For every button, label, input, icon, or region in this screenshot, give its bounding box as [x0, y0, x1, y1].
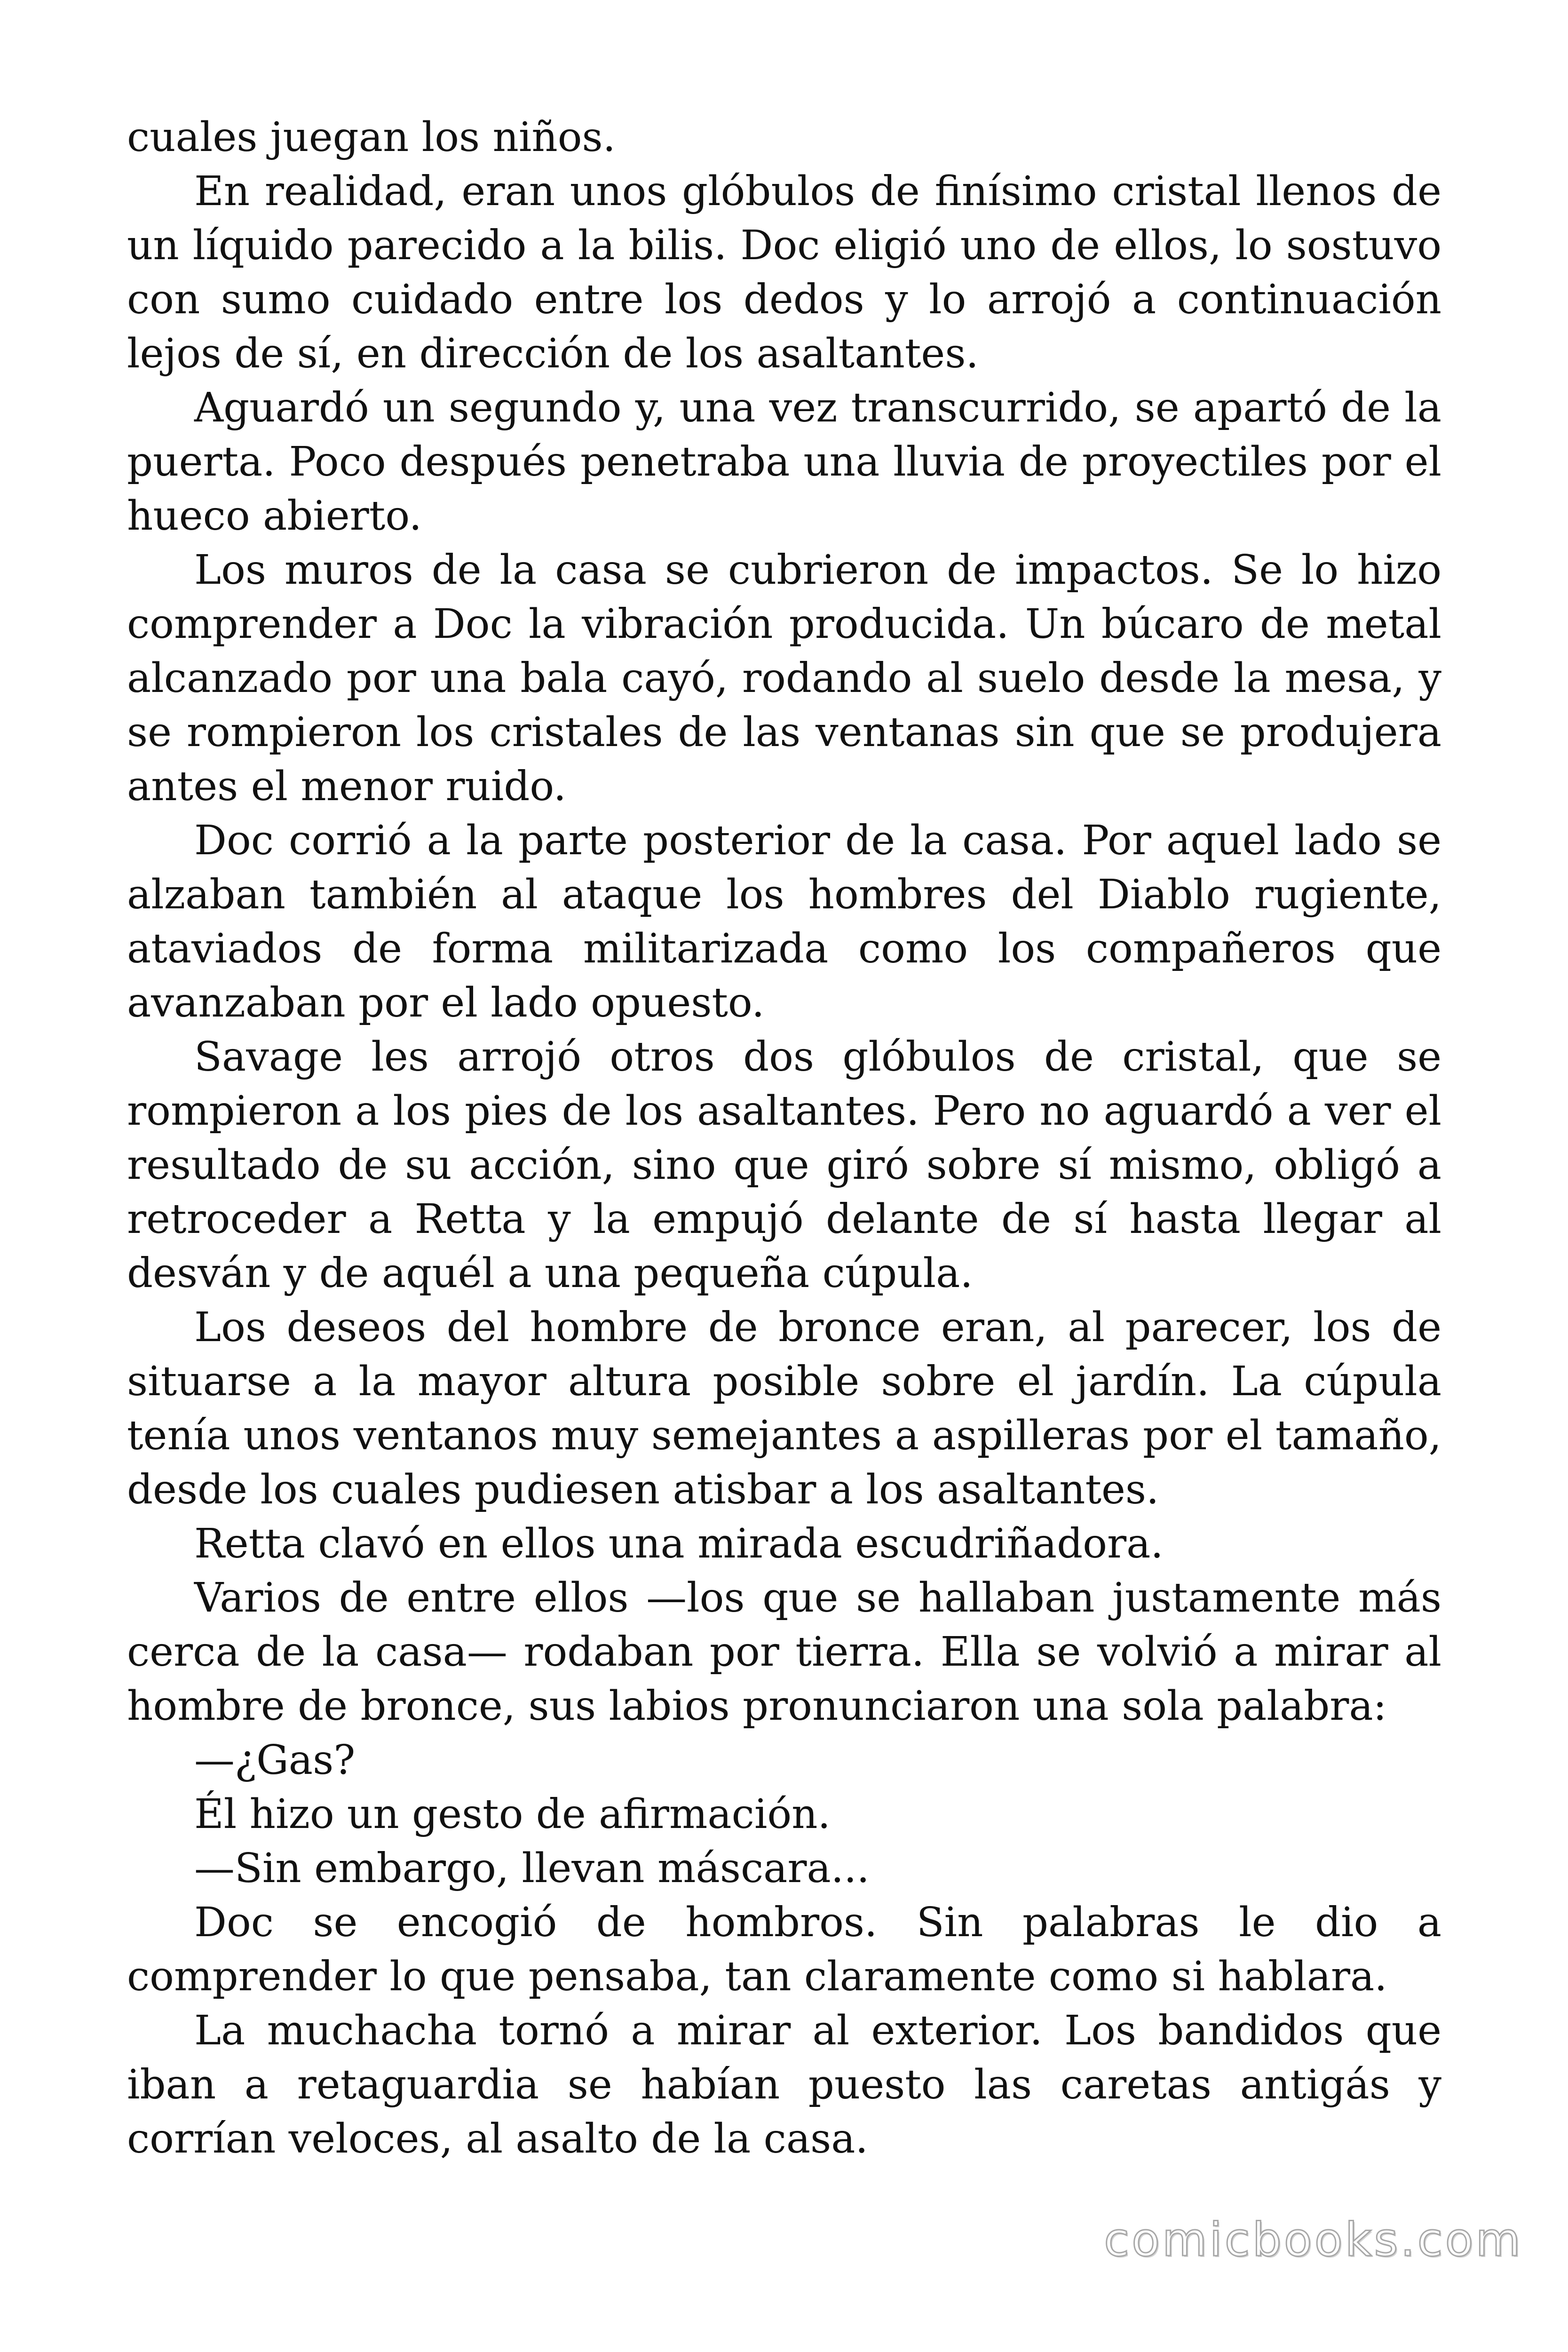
paragraph: Retta clavó en ellos una mirada escudriñadora. [194, 1520, 1164, 1567]
paragraph: Él hizo un gesto de afirmación. [194, 1791, 831, 1838]
paragraph: Aguardó un segundo y, una vez transcurrido, se apartó de la puerta. Poco después penetraba una lluvia de proyectiles por el hueco abierto. [127, 384, 1441, 540]
watermark-logo: comicbooks.com [1104, 2213, 1523, 2267]
paragraph: Savage les arrojó otros dos glóbulos de cristal, que se rompieron a los pies de los asaltantes. Pero no aguardó a ver el resultado de su acción, sino que giró sobre sí mismo, obligó a retroceder a Retta y la empujó delante de sí hasta llegar al desván y de aquél a una pequeña cúpula. [127, 1033, 1441, 1297]
dialogue-line: —¿Gas? [194, 1737, 356, 1784]
paragraph: Los deseos del hombre de bronce eran, al parecer, los de situarse a la mayor altura posible sobre el jardín. La cúpula tenía unos ventanos muy semejantes a aspilleras por el tamaño, desde los cuales pudiesen atisbar a los asaltantes. [127, 1304, 1441, 1513]
paragraph: La muchacha tornó a mirar al exterior. Los bandidos que iban a retaguardia se habían puesto las caretas antigás y corrían veloces, al asalto de la casa. [127, 2007, 1441, 2162]
dialogue-line: —Sin embargo, llevan máscara... [194, 1845, 870, 1892]
paragraph: Varios de entre ellos —los que se hallaban justamente más cerca de la casa— rodaban por tierra. Ella se volvió a mirar al hombre de bronce, sus labios pronunciaron una sola palabra: [127, 1574, 1441, 1730]
body-text [127, 111, 1441, 2166]
paragraph: En realidad, eran unos glóbulos de finísimo cristal llenos de un líquido parecido a la bilis. Doc eligió uno de ellos, lo sostuvo con sumo cuidado entre los dedos y lo arrojó a continuación lejos de sí, en dirección de los asaltantes. [127, 168, 1441, 377]
paragraph: Doc corrió a la parte posterior de la casa. Por aquel lado se alzaban también al ataque los hombres del Diablo rugiente, ataviados de forma militarizada como los compañeros que avanzaban por el lado opuesto. [127, 817, 1441, 1026]
paragraph: Doc se encogió de hombros. Sin palabras le dio a comprender lo que pensaba, tan claramente como si hablara. [127, 1899, 1441, 2000]
paragraph: cuales juegan los niños. [127, 114, 616, 161]
paragraph: Los muros de la casa se cubrieron de impactos. Se lo hizo comprender a Doc la vibración producida. Un búcaro de metal alcanzado por una bala cayó, rodando al suelo desde la mesa, y se rompieron los cristales de las ventanas sin que se produjera antes el menor ruido. [127, 547, 1441, 810]
